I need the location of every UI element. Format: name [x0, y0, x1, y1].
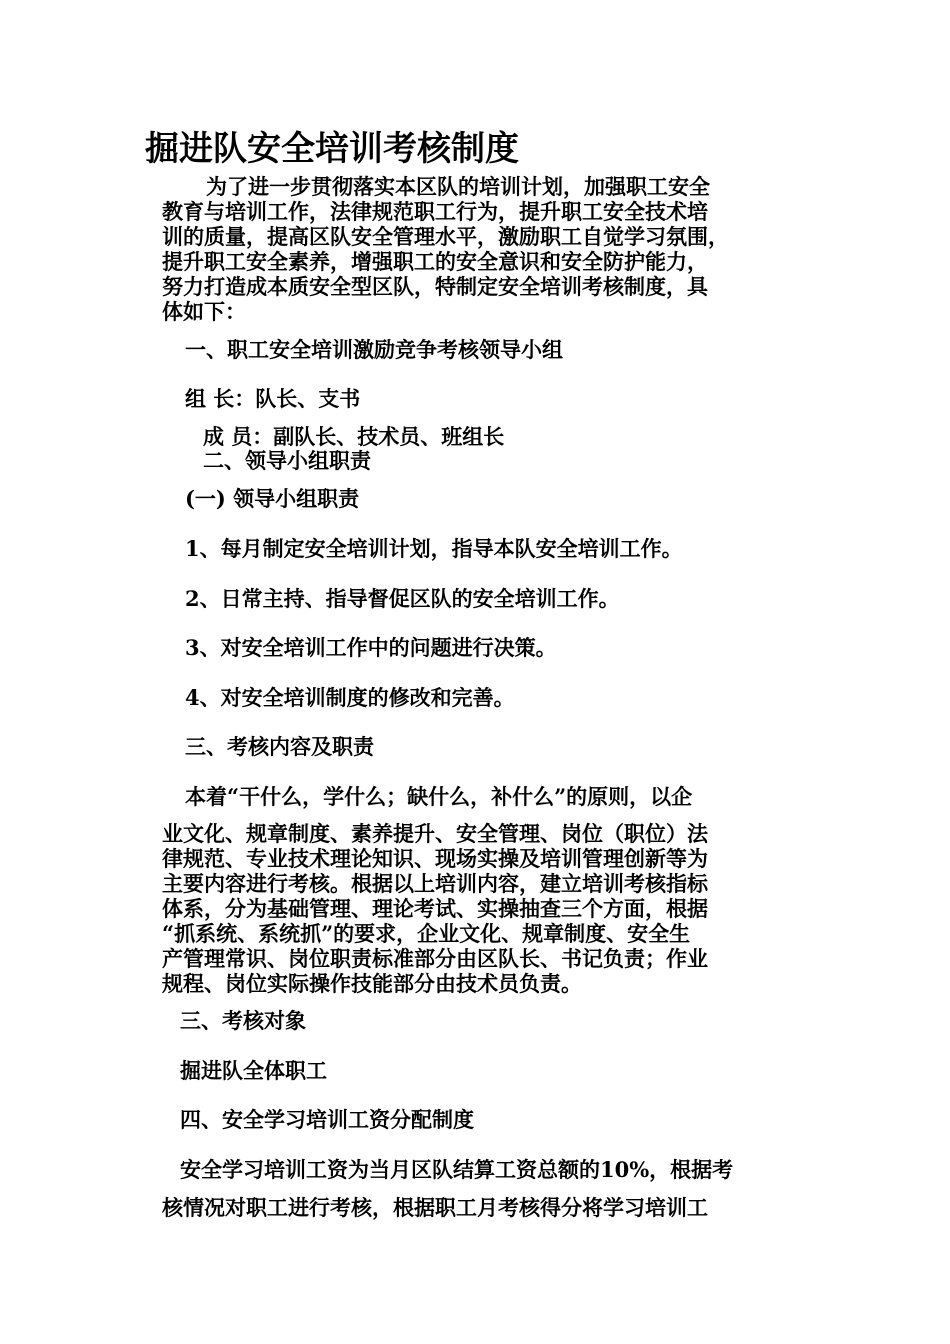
- intro-line: 教育与培训工作，法律规范职工行为，提升职工安全技术培: [162, 199, 708, 224]
- content-line: “抓系统、系统抓”的要求，企业文化、规章制度、安全生: [162, 921, 691, 946]
- intro-line: 训的质量，提高区队安全管理水平，激励职工自觉学习氛围，: [162, 224, 729, 249]
- section-heading-leadership-group: 一、职工安全培训激励竞争考核领导小组: [185, 337, 563, 362]
- intro-line: 努力打造成本质安全型区队，特制定安全培训考核制度，具: [162, 274, 708, 299]
- content-line: 产管理常识、岗位职责标准部分由区队长、书记负责；作业: [162, 946, 708, 971]
- duty-item: 3、对安全培训工作中的问题进行决策。: [185, 635, 557, 660]
- salary-first-line: 安全学习培训工资为当月区队结算工资总额的10%，根据考: [180, 1157, 734, 1182]
- intro-line: 提升职工安全素养，增强职工的安全意识和安全防护能力，: [162, 249, 708, 274]
- intro-line: 体如下：: [162, 299, 246, 324]
- salary-second-line: 核情况对职工进行考核，根据职工月考核得分将学习培训工: [162, 1195, 708, 1220]
- leader-line: 组 长：队长、支书: [185, 386, 361, 411]
- content-line: 律规范、专业技术理论知识、现场实操及培训管理创新等为: [162, 846, 708, 871]
- section-heading-group-duties: 二、领导小组职责: [203, 448, 371, 473]
- subsection-heading: (一) 领导小组职责: [185, 486, 360, 511]
- content-line: 业文化、规章制度、素养提升、安全管理、岗位（职位）法: [162, 821, 708, 846]
- content-line: 规程、岗位实际操作技能部分由技术员负责。: [162, 971, 582, 996]
- duty-item: 4、对安全培训制度的修改和完善。: [185, 685, 515, 710]
- duty-item: 1、每月制定安全培训计划，指导本队安全培训工作。: [185, 536, 683, 561]
- intro-line: 为了进一步贯彻落实本区队的培训计划，加强职工安全: [206, 174, 710, 199]
- document-title: 掘进队安全培训考核制度: [145, 129, 519, 169]
- section-heading-assessment-content: 三、考核内容及职责: [185, 734, 374, 759]
- target-line: 掘进队全体职工: [180, 1058, 327, 1083]
- section-heading-assessment-target: 三、考核对象: [180, 1008, 306, 1033]
- duty-item: 2、日常主持、指导督促区队的安全培训工作。: [185, 586, 620, 611]
- content-line: 体系，分为基础管理、理论考试、实操抽查三个方面，根据: [162, 896, 708, 921]
- content-paragraph: [162, 821, 822, 996]
- content-line: 主要内容进行考核。根据以上培训内容，建立培训考核指标: [162, 871, 708, 896]
- section-heading-salary: 四、安全学习培训工资分配制度: [180, 1107, 474, 1132]
- content-first-line: 本着“干什么，学什么；缺什么，补什么”的原则，以企: [185, 784, 693, 809]
- member-line: 成 员：副队长、技术员、班组长: [203, 424, 505, 449]
- intro-paragraph: [162, 174, 822, 324]
